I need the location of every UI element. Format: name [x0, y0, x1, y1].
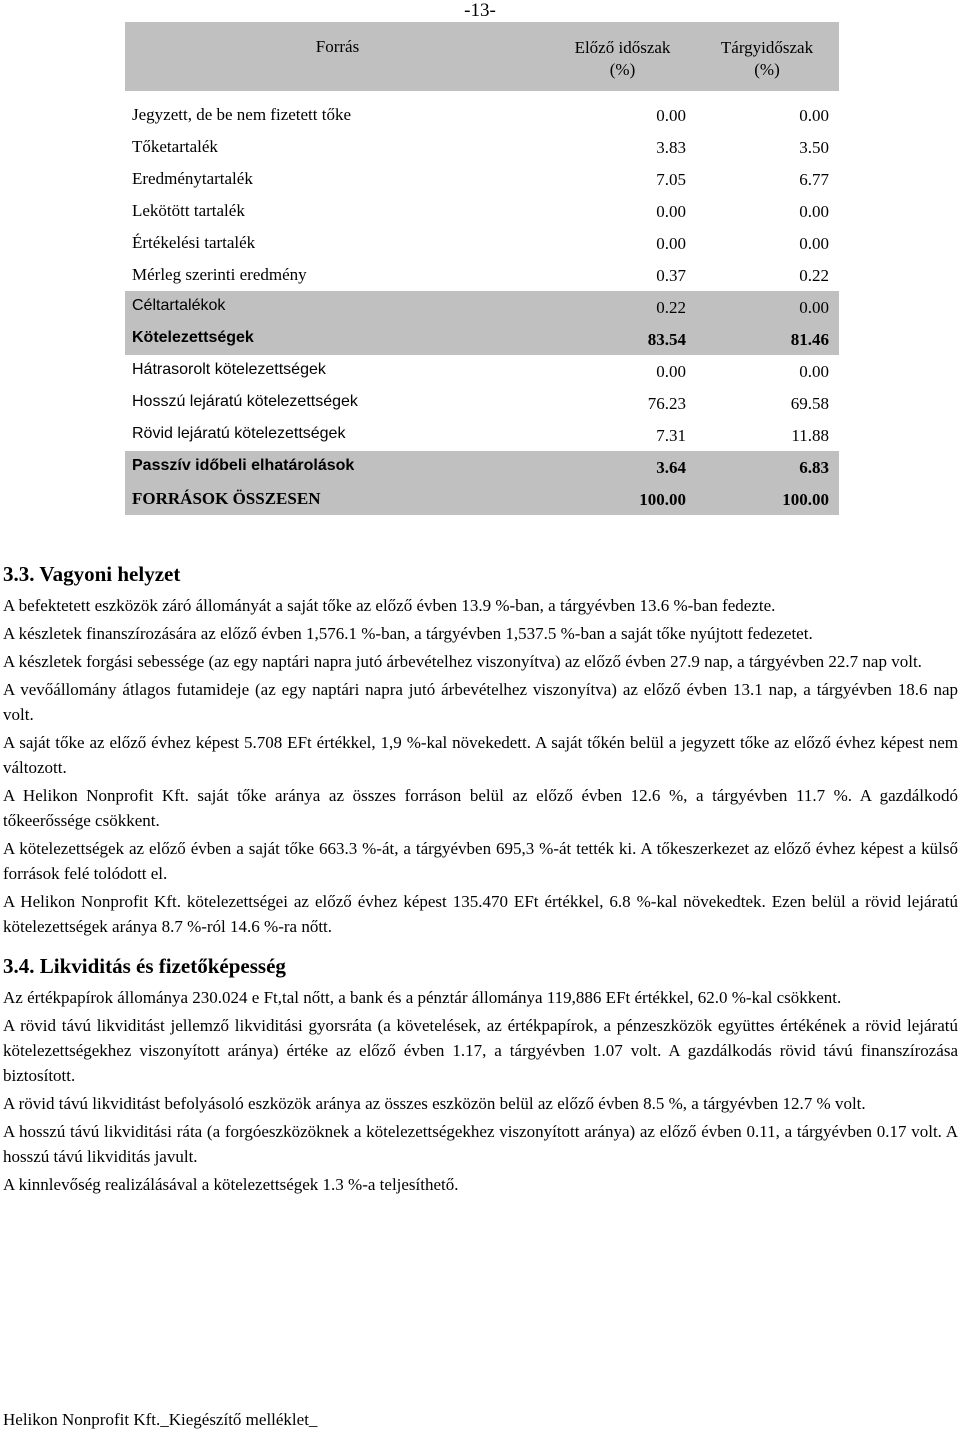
row-prev-value: 0.37: [656, 266, 686, 285]
header-source: Forrás: [315, 37, 360, 56]
row-current-value: 0.22: [799, 266, 829, 285]
table-row: [125, 195, 839, 227]
row-label: Lekötött tartalék: [132, 201, 245, 220]
sources-table: [125, 22, 839, 515]
row-prev-value: 0.00: [656, 362, 686, 381]
row-current-value: 0.00: [799, 362, 829, 381]
row-label: FORRÁSOK ÖSSZESEN: [132, 489, 321, 508]
row-prev-value: 0.00: [656, 202, 686, 221]
row-current-value: 100.00: [782, 490, 829, 509]
paragraph: A saját tőke az előző évhez képest 5.708 EFt értékkel, 1,9 %-kal növekedett. A saját tőkén belül a jegyzett tőke az előző évhez képest nem változott.: [3, 733, 958, 777]
paragraph: A befektetett eszközök záró állományát a saját tőke az előző évben 13.9 %-ban, a tárgyévben 13.6 %-ban fedezte.: [3, 596, 776, 615]
page-number: -13-: [464, 0, 496, 21]
row-label: Kötelezettségek: [132, 329, 254, 346]
row-current-value: 3.50: [799, 138, 829, 157]
paragraph: A kötelezettségek az előző évben a saját tőke 663.3 %-át, a tárgyévben 695,3 %-át tették ki. A tőkeszerkezet az előző évhez képest a külső források felé tolódott el.: [3, 839, 958, 883]
row-prev-value: 0.22: [656, 298, 686, 317]
row-prev-value: 76.23: [647, 394, 686, 413]
paragraph: A rövid távú likviditást jellemző likviditási gyorsráta (a követelések, az értékpapírok, a pénzeszközök együttes értékének a rövid lejáratú kötelezettségekhez viszonyított aránya) értéke az előző évben 1.17, a tárgyévben 1.07 volt. A gazdálkodás rövid távú finanszírozása biztosított.: [3, 1016, 958, 1085]
table-row: [125, 227, 839, 259]
table-row: [125, 259, 839, 291]
section-heading: 3.4. Likviditás és fizetőképesség: [3, 954, 286, 978]
row-current-value: 11.88: [791, 426, 829, 445]
row-prev-value: 7.31: [656, 426, 686, 445]
row-prev-value: 100.00: [639, 490, 686, 509]
row-prev-value: 83.54: [647, 330, 686, 349]
row-current-value: 0.00: [799, 202, 829, 221]
row-label: Hátrasorolt kötelezettségek: [132, 361, 326, 378]
paragraph: A rövid távú likviditást befolyásoló eszközök aránya az összes eszközön belül az előző évben 8.5 %, a tárgyévben 12.7 % volt.: [3, 1094, 866, 1113]
table-header: [125, 22, 839, 91]
row-current-value: 81.46: [790, 330, 829, 349]
paragraph: A Helikon Nonprofit Kft. saját tőke aránya az összes forráson belül az előző évben 12.6 %, a tárgyévben 11.7 %. A gazdálkodó tőkeerőssége csökkent.: [3, 786, 958, 830]
table-row: [125, 291, 839, 323]
header-current-period: Tárgyidőszak (%): [720, 38, 814, 79]
row-prev-value: 7.05: [656, 170, 686, 189]
table-row: [125, 387, 839, 419]
row-current-value: 0.00: [799, 234, 829, 253]
row-prev-value: 3.83: [656, 138, 686, 157]
paragraph: A vevőállomány átlagos futamideje (az egy naptári napra jutó árbevételhez viszonyítva) az előző évben 13.1 nap, a tárgyévben 18.6 nap volt.: [3, 680, 958, 724]
table-row: [125, 323, 839, 355]
paragraph: Az értékpapírok állománya 230.024 e Ft,tal nőtt, a bank és a pénztár állománya 119,886 EFt értékkel, 62.0 %-kal csökkent.: [3, 988, 842, 1007]
row-current-value: 0.00: [799, 106, 829, 125]
paragraph: A készletek forgási sebessége (az egy naptári napra jutó árbevételhez viszonyítva) az előző évben 27.9 nap, a tárgyévben 22.7 nap volt.: [3, 652, 922, 671]
row-label: Értékelési tartalék: [132, 233, 256, 252]
report-body: [3, 557, 958, 1200]
table-row: [125, 451, 839, 483]
row-current-value: 6.83: [799, 458, 829, 477]
header-prev-period: Előző időszak (%): [574, 38, 671, 79]
paragraph: A készletek finanszírozására az előző évben 1,576.1 %-ban, a tárgyévben 1,537.5 %-ban a saját tőke nyújtott fedezetet.: [3, 624, 813, 643]
table-row: [125, 131, 839, 163]
paragraph: A kinnlevőség realizálásával a kötelezettségek 1.3 %-a teljesíthető.: [3, 1175, 459, 1194]
row-current-value: 0.00: [799, 298, 829, 317]
table-row: [125, 419, 839, 451]
table-row: [125, 163, 839, 195]
paragraph: A hosszú távú likviditási ráta (a forgóeszközöknek a kötelezettségekhez viszonyított aránya) az előző évben 0.11, a tárgyévben 0.17 volt. A hosszú távú likviditás javult.: [3, 1122, 958, 1166]
row-label: Hosszú lejáratú kötelezettségek: [132, 393, 358, 410]
row-label: Passzív időbeli elhatárolások: [132, 457, 355, 474]
row-prev-value: 0.00: [656, 106, 686, 125]
paragraph: A Helikon Nonprofit Kft. kötelezettségei az előző évhez képest 135.470 EFt értékkel, 6.8 %-kal növekedtek. Ezen belül a rövid lejáratú kötelezettségek aránya 8.7 %-ról 14.6 %-ra nőtt.: [3, 892, 958, 936]
page-footer: Helikon Nonprofit Kft._Kiegészítő melléklet_: [3, 1410, 318, 1429]
row-current-value: 69.58: [790, 394, 829, 413]
row-prev-value: 3.64: [656, 458, 686, 477]
row-label: Tőketartalék: [132, 137, 218, 156]
row-current-value: 6.77: [799, 170, 829, 189]
row-label: Rövid lejáratú kötelezettségek: [132, 425, 346, 442]
row-label: Jegyzett, de be nem fizetett tőke: [132, 105, 352, 124]
table-row: [125, 483, 839, 515]
row-prev-value: 0.00: [656, 234, 686, 253]
table-row: [125, 355, 839, 387]
section-heading: 3.3. Vagyoni helyzet: [3, 562, 181, 586]
table-row: [125, 99, 839, 131]
row-label: Mérleg szerinti eredmény: [132, 265, 307, 284]
row-label: Céltartalékok: [132, 297, 226, 314]
row-label: Eredménytartalék: [132, 169, 253, 188]
